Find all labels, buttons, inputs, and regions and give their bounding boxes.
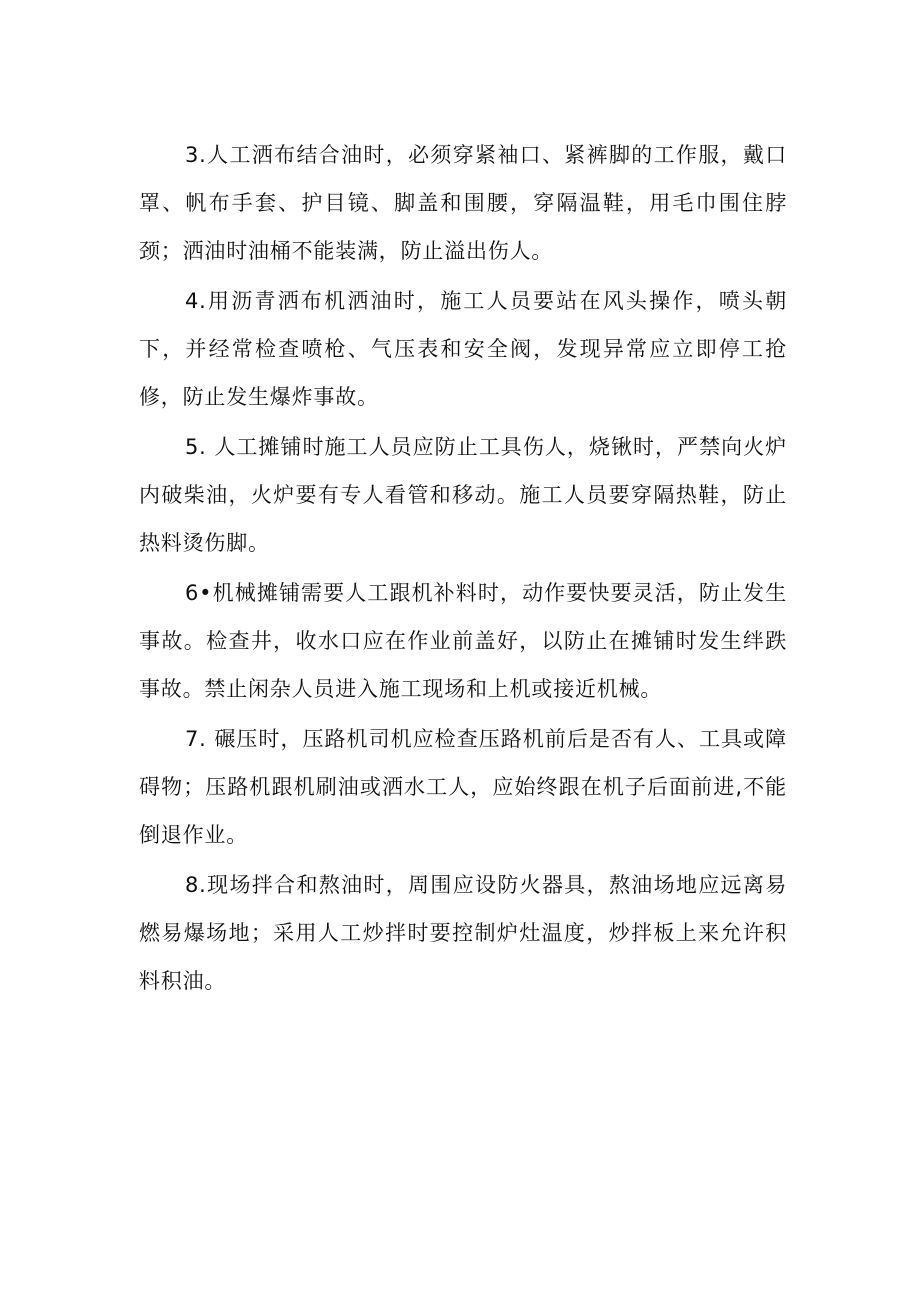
paragraph-item-7: 7. 碾压时，压路机司机应检查压路机前后是否有人、工具或障碍物；压路机跟机刷油或洒水工人，应始终跟在机子后面前进,不能倒退作业。 <box>139 727 787 847</box>
paragraph-item-8: 8.现场拌合和熬油时，周围应设防火器具，熬油场地应远离易燃易爆场地；采用人工炒拌时要控制炉灶温度，炒拌板上来允许积料积油。 <box>139 873 787 993</box>
paragraph-item-3: 3.人工洒布结合油时，必须穿紧袖口、紧裤脚的工作服，戴口罩、帆布手套、护目镜、脚盖和围腰，穿隔温鞋，用毛巾围住脖颈；洒油时油桶不能装满，防止溢出伤人。 <box>139 143 787 263</box>
document-body <box>139 131 787 1007</box>
paragraph-item-5: 5. 人工摊铺时施工人员应防止工具伤人，烧锹时，严禁向火炉内破柴油，火炉要有专人看管和移动。施工人员要穿隔热鞋，防止热料烫伤脚。 <box>139 435 787 555</box>
paragraph-item-4: 4.用沥青洒布机洒油时，施工人员要站在风头操作，喷头朝下，并经常检查喷枪、气压表和安全阀，发现异常应立即停工抢修，防止发生爆炸事故。 <box>139 289 787 409</box>
paragraph-item-6: 6•机械摊铺需要人工跟机补料时，动作要快要灵活，防止发生事故。检查井，收水口应在作业前盖好，以防止在摊铺时发生绊跌事故。禁止闲杂人员进入施工现场和上机或接近机械。 <box>139 581 787 701</box>
